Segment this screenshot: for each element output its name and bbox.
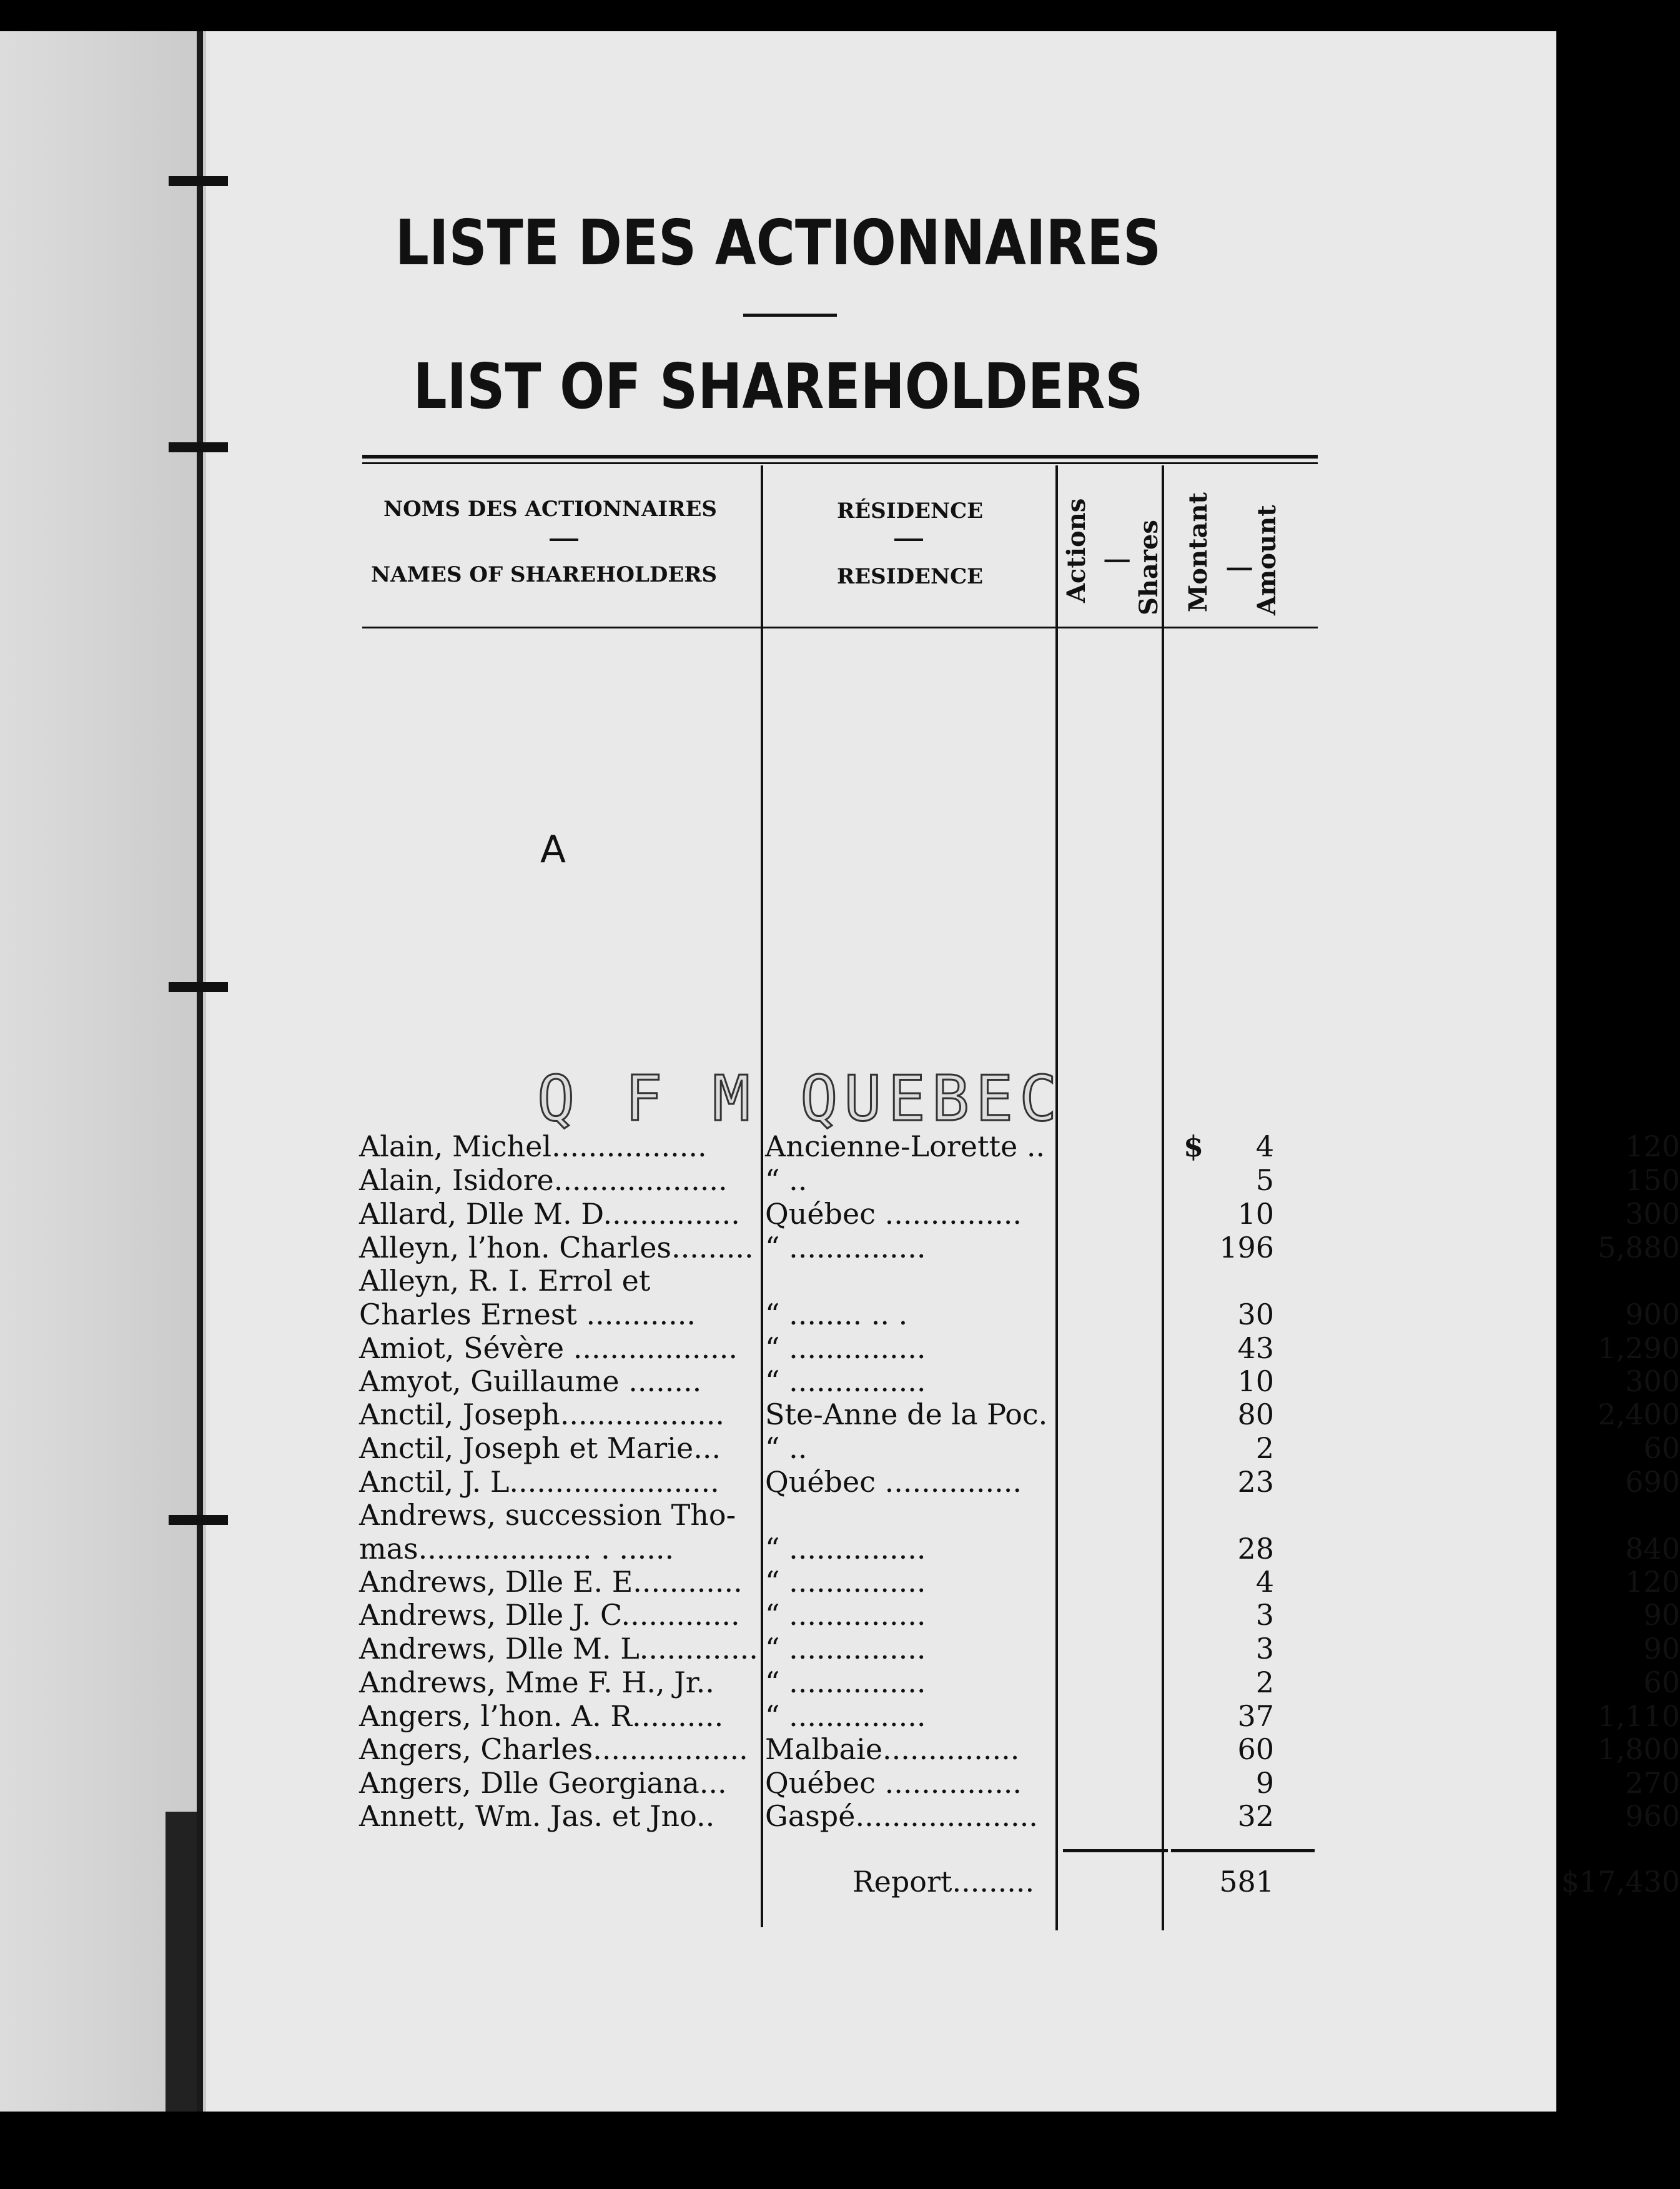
shareholder-amount: 300 <box>1625 1364 1680 1398</box>
header-names-fr: NOMS DES ACTIONNAIRES <box>383 497 717 522</box>
shareholder-residence: “ ............... <box>765 1565 926 1599</box>
binding-clip <box>169 442 228 452</box>
shareholder-name: Andrews, Dlle E. E............ <box>359 1565 743 1599</box>
shareholder-residence: Gaspé.................... <box>765 1799 1038 1833</box>
header-amount-dash: | <box>1223 564 1252 573</box>
binding-margin <box>0 31 206 2112</box>
title-separator <box>743 314 837 317</box>
header-top-rule <box>362 462 1318 464</box>
shareholder-shares: 196 <box>1219 1231 1274 1264</box>
shareholder-name: Amyot, Guillaume ........ <box>359 1364 702 1398</box>
total-label: Report......... <box>852 1865 1035 1899</box>
shareholder-shares: 9 <box>1255 1766 1274 1800</box>
header-dash <box>894 539 923 541</box>
shareholder-amount: 1,290 <box>1598 1331 1680 1365</box>
header-amount-en: Amount <box>1252 505 1282 615</box>
shareholder-name: mas................... . ...... <box>359 1532 674 1566</box>
binding-clip <box>169 1515 228 1525</box>
shareholder-name: Andrews, Mme F. H., Jr.. <box>359 1665 714 1699</box>
shareholder-amount: 300 <box>1625 1197 1680 1231</box>
shareholder-amount: 900 <box>1625 1298 1680 1331</box>
shareholder-residence: “ ............... <box>765 1231 926 1264</box>
total-rule <box>1171 1849 1315 1852</box>
shareholder-name: Alleyn, R. I. Errol et <box>359 1264 651 1298</box>
shareholder-name: Angers, Dlle Georgiana... <box>359 1766 727 1800</box>
binding-tab <box>166 1812 197 2112</box>
shareholder-shares: 2 <box>1255 1431 1274 1465</box>
shareholder-shares: 4 <box>1255 1129 1274 1163</box>
shareholder-name: Charles Ernest ............ <box>359 1298 696 1331</box>
shareholder-residence: “ ............... <box>765 1665 926 1699</box>
shareholder-amount: 90 <box>1643 1598 1680 1632</box>
shareholder-residence: “ ............... <box>765 1364 926 1398</box>
shareholder-name: Alleyn, l’hon. Charles......... <box>359 1231 754 1264</box>
shareholder-amount: 2,400 <box>1598 1397 1680 1431</box>
shareholder-amount: 960 <box>1625 1799 1680 1833</box>
shareholder-amount: 1,110 <box>1598 1699 1680 1733</box>
header-amount-fr: Montant <box>1183 492 1213 612</box>
shareholder-amount: 690 <box>1625 1465 1680 1499</box>
shareholder-residence: “ ............... <box>765 1532 926 1566</box>
perforated-stamp: Q F M QUEBEC <box>537 1062 1064 1135</box>
shareholder-amount: 60 <box>1643 1431 1680 1465</box>
shareholder-shares: 10 <box>1237 1364 1274 1398</box>
shareholder-residence: “ .. <box>765 1431 808 1465</box>
title-english: LIST OF SHAREHOLDERS <box>413 350 1144 423</box>
shareholder-amount: 1,800 <box>1598 1732 1680 1766</box>
shareholder-name: Allard, Dlle M. D............... <box>359 1197 740 1231</box>
shareholder-residence: Québec ............... <box>765 1766 1022 1800</box>
header-top-rule <box>362 455 1318 459</box>
shareholder-name: Angers, l’hon. A. R.......... <box>359 1699 724 1733</box>
shareholder-amount: 5,880 <box>1598 1231 1680 1264</box>
shareholder-residence: Ancienne-Lorette .. <box>765 1129 1045 1163</box>
header-names-en: NAMES OF SHAREHOLDERS <box>371 562 718 587</box>
shareholder-name: Angers, Charles................. <box>359 1732 748 1766</box>
shareholder-shares: 5 <box>1255 1163 1274 1197</box>
header-shares-dash: | <box>1100 556 1130 565</box>
shareholder-residence: Ste-Anne de la Poc. <box>765 1397 1048 1431</box>
shareholder-residence: Québec ............... <box>765 1465 1022 1499</box>
currency-symbol: $ <box>1183 1129 1204 1163</box>
shareholder-shares: 37 <box>1237 1699 1274 1733</box>
total-amount: $17,430 <box>1561 1865 1680 1899</box>
shareholder-shares: 3 <box>1255 1632 1274 1665</box>
shareholder-residence: “ .. <box>765 1163 808 1197</box>
shareholder-shares: 4 <box>1255 1565 1274 1599</box>
shareholder-name: Annett, Wm. Jas. et Jno.. <box>359 1799 715 1833</box>
shareholder-shares: 80 <box>1237 1397 1274 1431</box>
binding-spine <box>197 31 203 2112</box>
header-residence-fr: RÉSIDENCE <box>837 499 984 524</box>
shareholder-name: Anctil, Joseph.................. <box>359 1397 724 1431</box>
shareholder-amount: 90 <box>1643 1632 1680 1665</box>
shareholder-residence: “ ........ .. . <box>765 1298 908 1331</box>
shareholder-shares: 43 <box>1237 1331 1274 1365</box>
shareholder-amount: 60 <box>1643 1665 1680 1699</box>
header-bottom-rule <box>362 627 1318 628</box>
shareholder-shares: 60 <box>1237 1732 1274 1766</box>
header-residence-en: RESIDENCE <box>837 564 984 589</box>
shareholder-shares: 32 <box>1237 1799 1274 1833</box>
shareholder-name: Alain, Isidore................... <box>359 1163 728 1197</box>
shareholder-residence: Québec ............... <box>765 1197 1022 1231</box>
shareholder-residence: “ ............... <box>765 1632 926 1665</box>
shareholder-amount: 150 <box>1625 1163 1680 1197</box>
binding-clip <box>169 982 228 992</box>
shareholder-name: Andrews, succession Tho- <box>359 1498 736 1532</box>
shareholder-residence: “ ............... <box>765 1699 926 1733</box>
shareholder-name: Anctil, J. L....................... <box>359 1465 719 1499</box>
header-shares-fr: Actions <box>1062 498 1091 603</box>
shareholder-amount: 270 <box>1625 1766 1680 1800</box>
total-shares: 581 <box>1219 1865 1274 1899</box>
shareholder-name: Amiot, Sévère .................. <box>359 1331 738 1365</box>
shareholder-residence: “ ............... <box>765 1598 926 1632</box>
column-divider <box>761 465 763 1927</box>
shareholder-amount: 120 <box>1625 1565 1680 1599</box>
shareholder-residence: “ ............... <box>765 1331 926 1365</box>
binding-clip <box>169 176 228 186</box>
shareholder-shares: 2 <box>1255 1665 1274 1699</box>
shareholder-name: Andrews, Dlle M. L............. <box>359 1632 758 1665</box>
shareholder-residence: Malbaie............... <box>765 1732 1020 1766</box>
total-rule <box>1063 1849 1168 1852</box>
shareholder-shares: 23 <box>1237 1465 1274 1499</box>
header-dash <box>550 539 578 541</box>
shareholder-shares: 3 <box>1255 1598 1274 1632</box>
section-letter: A <box>540 828 566 871</box>
shareholder-amount: 840 <box>1625 1532 1680 1566</box>
shareholder-shares: 28 <box>1237 1532 1274 1566</box>
shareholder-shares: 30 <box>1237 1298 1274 1331</box>
header-shares-en: Shares <box>1134 520 1164 615</box>
title-french: LISTE DES ACTIONNAIRES <box>395 206 1162 279</box>
shareholder-name: Alain, Michel................. <box>359 1129 707 1163</box>
shareholder-shares: 10 <box>1237 1197 1274 1231</box>
shareholder-amount: 120 <box>1625 1129 1680 1163</box>
shareholder-name: Anctil, Joseph et Marie... <box>359 1431 721 1465</box>
shareholder-name: Andrews, Dlle J. C............. <box>359 1598 740 1632</box>
